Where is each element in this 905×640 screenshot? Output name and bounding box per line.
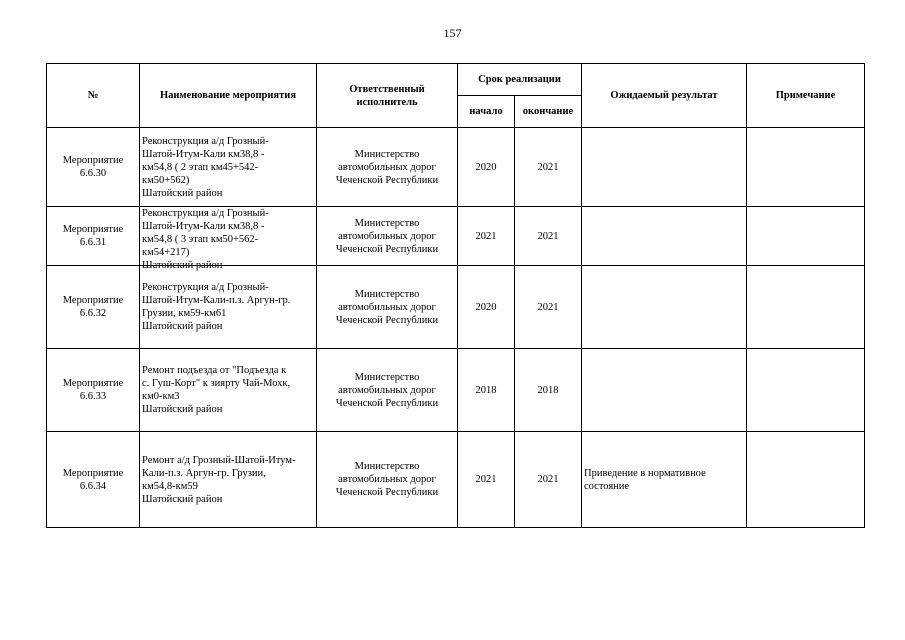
header-start: начало [458, 96, 515, 128]
start-year: 2021 [458, 207, 515, 266]
measure-name: Ремонт подъезда от "Подъезда к с. Гуш-Корт" к зиярту Чай-Мохк, км0-км3 Шатойский район [140, 349, 317, 432]
measure-name: Реконструкция а/д Грозный- Шатой-Итум-Кали-п.з. Аргун-гр. Грузии, км59-км61 Шатойский район [140, 266, 317, 349]
measure-name-cell [140, 207, 317, 271]
note [747, 128, 865, 207]
measure-number: Мероприятие 6.6.31 [47, 207, 140, 266]
header-num: № [47, 64, 140, 128]
measures-table [46, 63, 865, 528]
note [747, 207, 865, 266]
measure-number: Мероприятие 6.6.33 [47, 349, 140, 432]
measure-name: Ремонт а/д Грозный-Шатой-Итум- Кали-п.з. Аргун-гр. Грузии, км54,8-км59 Шатойский район [140, 432, 317, 528]
measure-number: Мероприятие 6.6.34 [47, 432, 140, 528]
expected-result [582, 207, 747, 266]
header-period: Срок реализации [458, 64, 582, 96]
responsible-executor: Министерство автомобильных дорог Чеченской Республики [317, 349, 458, 432]
end-year: 2021 [515, 128, 582, 207]
end-year: 2018 [515, 349, 582, 432]
measure-number: Мероприятие 6.6.32 [47, 266, 140, 349]
end-year: 2021 [515, 266, 582, 349]
start-year: 2020 [458, 266, 515, 349]
table-row [47, 128, 865, 207]
responsible-executor: Министерство автомобильных дорог Чеченской Республики [317, 128, 458, 207]
note [747, 432, 865, 528]
header-name: Наименование мероприятия [140, 64, 317, 128]
table-row [47, 207, 865, 266]
responsible-executor: Министерство автомобильных дорог Чеченской Республики [317, 266, 458, 349]
responsible-executor: Министерство автомобильных дорог Чеченской Республики [317, 207, 458, 266]
expected-result [582, 128, 747, 207]
measure-number: Мероприятие 6.6.30 [47, 128, 140, 207]
measure-name: Реконструкция а/д Грозный- Шатой-Итум-Кали км38,8 - км54,8 ( 3 этап км50+562- км54+217) Шатойский район [142, 208, 269, 271]
header-row [47, 64, 865, 96]
note [747, 266, 865, 349]
header-responsible: Ответственный исполнитель [317, 64, 458, 128]
responsible-executor: Министерство автомобильных дорог Чеченской Республики [317, 432, 458, 528]
table-row [47, 266, 865, 349]
header-result: Ожидаемый результат [582, 64, 747, 128]
header-note: Примечание [747, 64, 865, 128]
table-row [47, 432, 865, 528]
measure-name: Реконструкция а/д Грозный- Шатой-Итум-Кали км38,8 - км54,8 ( 2 этап км45+542- км50+562) Шатойский район [140, 128, 317, 207]
start-year: 2021 [458, 432, 515, 528]
start-year: 2020 [458, 128, 515, 207]
expected-result [582, 349, 747, 432]
end-year: 2021 [515, 432, 582, 528]
table-row [47, 349, 865, 432]
start-year: 2018 [458, 349, 515, 432]
end-year: 2021 [515, 207, 582, 266]
page-number: 157 [443, 26, 462, 40]
expected-result [582, 266, 747, 349]
note [747, 349, 865, 432]
expected-result: Приведение в нормативное состояние [582, 432, 747, 528]
header-end: окончание [515, 96, 582, 128]
